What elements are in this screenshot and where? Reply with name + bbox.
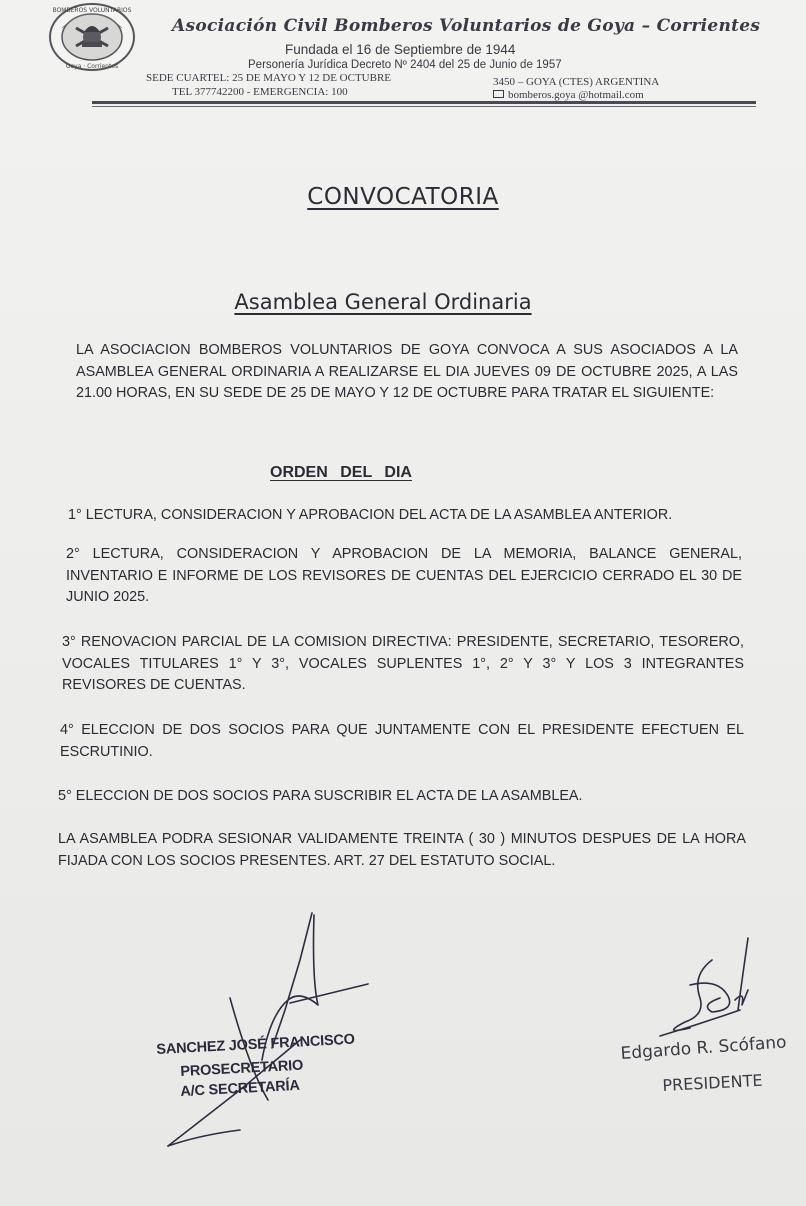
agenda-item-4: 4° ELECCION DE DOS SOCIOS PARA QUE JUNTAMENTE CON EL PRESIDENTE EFECTUEN EL ESCRUTINIO. (60, 722, 744, 760)
headquarters-address: SEDE CUARTEL: 25 DE MAYO Y 12 DE OCTUBRE (146, 72, 392, 84)
secretary-role: PROSECRETARIO (180, 1057, 304, 1080)
organization-name: Asociación Civil Bomberos Voluntarios de Goya – Corrientes (172, 16, 761, 36)
closing-paragraph: LA ASAMBLEA PODRA SESIONAR VALIDAMENTE TREINTA ( 30 ) MINUTOS DESPUES DE LA HORA FIJADA CON LOS SOCIOS PRESENTES. ART. 27 DEL ESTATUTO SOCIAL. (58, 831, 746, 869)
svg-text:BOMBEROS VOLUNTARIOS: BOMBEROS VOLUNTARIOS (52, 7, 132, 14)
intro-paragraph: LA ASOCIACION BOMBEROS VOLUNTARIOS DE GOYA CONVOCA A SUS ASOCIADOS A LA ASAMBLEA GENERAL ORDINARIA A REALIZARSE EL DIA JUEVES 09 DE OCTUBRE 2025, A LAS 21.00 HORAS, EN SU SEDE DE 25 DE MAYO Y 12 DE OCTUBRE PARA TRATAR EL SIGUIENTE: (76, 342, 738, 401)
document-title: CONVOCATORIA (307, 184, 499, 210)
agenda-item-1: 1° LECTURA, CONSIDERACION Y APROBACION DEL ACTA DE LA ASAMBLEA ANTERIOR. (68, 507, 673, 523)
president-role: PRESIDENTE (662, 1070, 763, 1095)
header-rule-thin (92, 106, 756, 107)
fire-department-seal-icon (48, 2, 136, 72)
city-country: 3450 – GOYA (CTES) ARGENTINA (493, 76, 660, 88)
agenda-item-5: 5° ELECCION DE DOS SOCIOS PARA SUSCRIBIR EL ACTA DE LA ASAMBLEA. (58, 788, 583, 804)
phone-numbers: TEL 377742200 - EMERGENCIA: 100 (172, 86, 348, 98)
agenda-heading: ORDEN DEL DIA (270, 464, 412, 481)
document-subtitle: Asamblea General Ordinaria (234, 290, 532, 314)
email-address: bomberos.goya @hotmail.com (508, 89, 644, 101)
header-rule-thick (92, 101, 756, 104)
envelope-icon (493, 90, 504, 98)
founded-date: Fundada el 16 de Septiembre de 1944 (285, 42, 516, 57)
legal-decree: Personería Jurídica Decreto Nº 2404 del 25 de Junio de 1957 (248, 59, 562, 71)
president-name: Edgardo R. Scófano (620, 1032, 788, 1064)
agenda-item-3: 3° RENOVACION PARCIAL DE LA COMISION DIRECTIVA: PRESIDENTE, SECRETARIO, TESORERO, VOCALES TITULARES 1° Y 3°, VOCALES SUPLENTES 1°, 2° Y 3° Y LOS 3 INTEGRANTES REVISORES DE CUENTAS. (62, 634, 744, 693)
secretary-name: SANCHEZ JOSÉ FRANCISCO (156, 1031, 356, 1058)
email-line (493, 89, 644, 101)
agenda-item-2: 2° LECTURA, CONSIDERACION Y APROBACION DE LA MEMORIA, BALANCE GENERAL, INVENTARIO E INFORME DE LOS REVISORES DE CUENTAS DEL EJERCICIO CERRADO EL 30 DE JUNIO 2025. (66, 546, 742, 605)
secretary-role-acting: A/C SECRETARÍA (180, 1077, 301, 1100)
svg-text:Goya · Corrientes: Goya · Corrientes (65, 63, 119, 70)
